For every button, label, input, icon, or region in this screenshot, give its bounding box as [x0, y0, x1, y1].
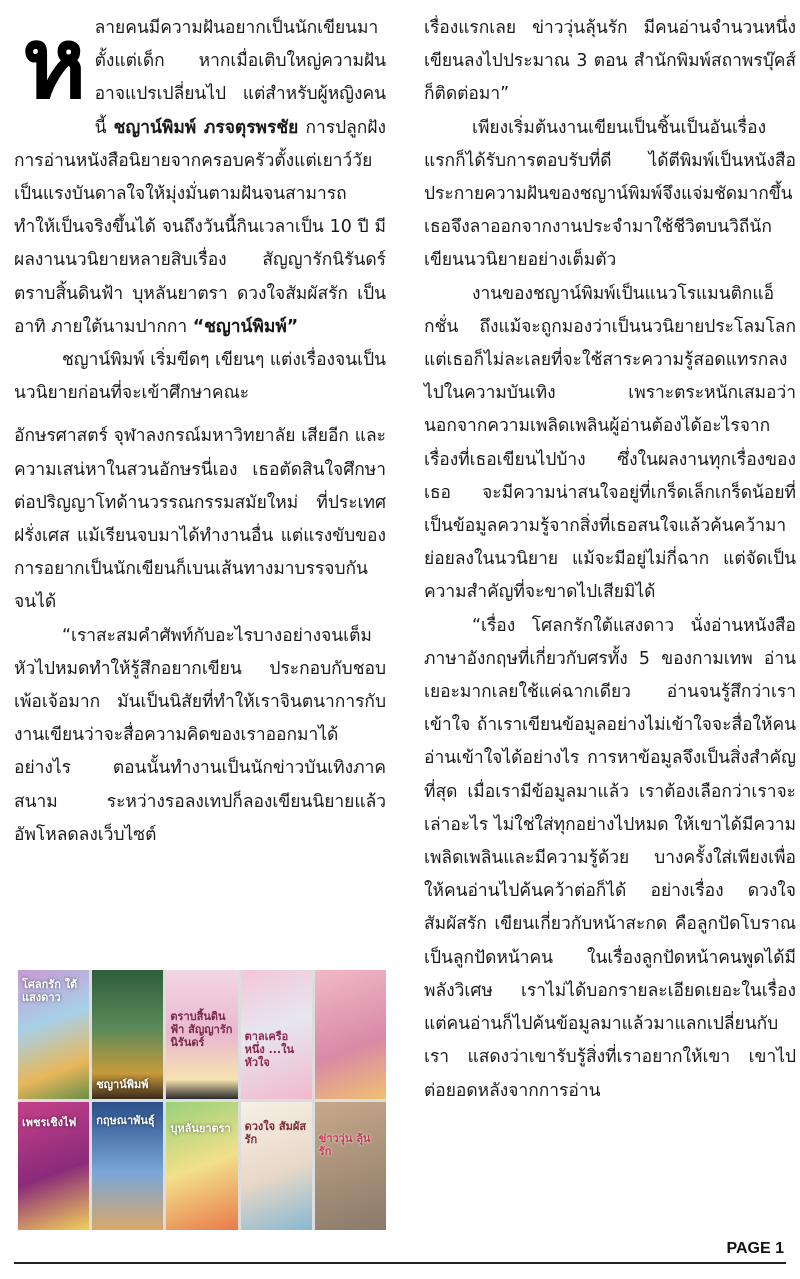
book-cover: บุหลันยาตรา	[166, 1102, 237, 1231]
page-number-label: PAGE 1	[726, 1240, 784, 1257]
book-covers-collage	[18, 970, 386, 1230]
book-cover: เพชรเชิงไฟ	[18, 1102, 89, 1231]
left-column	[14, 6, 386, 852]
intro-text-continued: การปลูกฝังการอ่านหนังสือนิยายจากครอบครัวตั้งแต่เยาว์วัย เป็นแรงบันดาลใจให้มุ่งมั่นตามฝันจนสามารถทำให้เป็นจริงขึ้นได้ จนถึงวันนี้กินเวลาเป็น 10 ปี มีผลงานนวนิยายหลายสิบเรื่อง สัญญารักนิรันดร์ ตราบสิ้นดินฟ้า บุหลันยาตรา ดวงใจสัมผัสรัก เป็นอาทิ ภายใต้นามปากกา	[14, 117, 386, 337]
paragraph-6: เพียงเริ่มต้นงานเขียนเป็นชิ้นเป็นอันเรื่องแรกก็ได้รับการตอบรับที่ดี ได้ตีพิมพ์เป็นหนังสือ ประกายความฝันของชญาน์พิมพ์จึงแจ่มชัดมากขึ้น เธอจึงลาออกจากงานประจำมาใช้ชีวิตบนวิถีนักเขียนนวนิยายอย่างเต็มตัว	[424, 117, 796, 271]
footer-divider	[14, 1262, 786, 1264]
book-cover: ตราบสิ้นดินฟ้า สัญญารักนิรันดร์	[166, 970, 237, 1099]
book-cover	[315, 970, 386, 1099]
paragraph-8: “เรื่อง โศลกรักใต้แสงดาว นั่งอ่านหนังสือภาษาอังกฤษที่เกี่ยวกับศรทั้ง 5 ของกามเทพ อ่านเยอะมากเลยใช้แค่ฉากเดียว อ่านจนรู้สึกว่าเราเข้าใจ ถ้าเราเขียนข้อมูลอย่างไม่เข้าใจจะสื่อให้คนอ่านเข้าใจได้อย่างไร การหาข้อมูลจึงเป็นสิ่งสำคัญที่สุด เมื่อเรามีข้อมูลมาแล้ว เราต้องเลือกว่าเราจะเล่าอะไร ไม่ใช่ใส่ทุกอย่างไปหมด ให้เขาได้มีความเพลิดเพลินและมีความรู้ด้วย บางครั้งใส่เพียงเพื่อให้คนอ่านไปค้นคว้าต่อก็ได้ อย่างเรื่อง ดวงใจสัมผัสรัก เขียนเกี่ยวกับหน้าสะกด คือลูกปัดโบราณ เป็นลูกปัดหน้าคน ในเรื่องลูกปัดหน้าคนพูดได้มีพลังวิเศษ เราไม่ได้บอกรายละเอียดเยอะในเรื่อง แต่คนอ่านก็ไปค้นข้อมูลมาแล้วมาแลกเปลี่ยนกับเรา แสดงว่าเขารับรู้สิ่งที่เราอยากให้เขา เขาไปต่อยอดหลังจากการอ่าน	[424, 615, 796, 1101]
paragraph-5: เรื่องแรกเลย ข่าววุ่นลุ้นรัก มีคนอ่านจำนวนหนึ่ง เขียนลงไปประมาณ 3 ตอน สำนักพิมพ์สถาพรบุ๊คส์ก็ติดต่อมา”	[424, 18, 796, 105]
book-cover: ข่าววุ่น ลุ้นรัก	[315, 1102, 386, 1231]
pen-name: “ชญาน์พิมพ์”	[192, 316, 299, 337]
paragraph-3: อักษรศาสตร์ จุฬาลงกรณ์มหาวิทยาลัย เสียอีก และความเสน่หาในสวนอักษรนี่เอง เธอตัดสินใจศึกษาต่อปริญญาโทด้านวรรณกรรมสมัยใหม่ ที่ประเทศฝรั่งเศส แม้เรียนจบมาได้ทำงานอื่น แต่แรงขับของการอยากเป็นนักเขียนก็เบนเส้นทางมาบรรจบกันจนได้	[14, 426, 386, 613]
paragraph-intro	[14, 6, 386, 344]
author-name: ชญาน์พิมพ์ ภรจตุรพรชัย	[113, 117, 299, 138]
book-cover: ดวงใจ สัมผัสรัก	[241, 1102, 312, 1231]
intro-text: ลายคนมีความฝันอยากเป็นนักเขียนมาตั้งแต่เด็ก หากเมื่อเติบใหญ่ความฝันอาจแปรเปลี่ยนไป แต่สำหรับผู้หญิงคนนี้	[94, 18, 386, 138]
paragraph-4: “เราสะสมคำศัพท์กับอะไรบางอย่างจนเต็มหัวไปหมดทำให้รู้สึกอยากเขียน ประกอบกับชอบเพ้อเจ้อมาก มันเป็นนิสัยที่ทำให้เราจินตนาการกับงานเขียนว่าจะสื่อความคิดของเราออกมาได้อย่างไร ตอนนั้นทำงานเป็นนักข่าวบันเทิงภาคสนาม ระหว่างรอลงเทปก็ลองเขียนนิยายแล้วอัพโหลดลงเว็บไซต์	[14, 625, 386, 845]
right-column	[424, 12, 796, 1108]
book-cover: โศลกรัก ใต้แสงดาว	[18, 970, 89, 1099]
book-cover: ชญาน์พิมพ์	[92, 970, 163, 1099]
book-cover: กฤษณาพันธุ์	[92, 1102, 163, 1231]
book-cover: ตาลเครือหนึ่ง ...ในหัวใจ	[241, 970, 312, 1099]
paragraph-7: งานของชญาน์พิมพ์เป็นแนวโรแมนติกแอ็กชั่น ถึงแม้จะถูกมองว่าเป็นนวนิยายประโลมโลก แต่เธอก็ไม่ละเลยที่จะใช้สาระความรู้สอดแทรกลงไปในความบันเทิง เพราะตระหนักเสมอว่า นอกจากความเพลิดเพลินผู้อ่านต้องได้อะไรจากเรื่องที่เธอเขียนไปบ้าง ซึ่งในผลงานทุกเรื่องของเธอ จะมีความน่าสนใจอยู่ที่เกร็ดเล็กเกร็ดน้อยที่เป็นข้อมูลความรู้จากสิ่งที่เธอสนใจแล้วค้นคว้ามาย่อยลงในนวนิยาย แม้จะมีอยู่ไม่กี่ฉาก แต่จัดเป็นความสำคัญที่จะขาดไปเสียมิได้	[424, 283, 796, 603]
drop-cap: ห	[22, 6, 87, 121]
paragraph-2: ชญาน์พิมพ์ เริ่มขีดๆ เขียนๆ แต่งเรื่องจนเป็นนวนิยายก่อนที่จะเข้าศึกษาคณะ	[14, 350, 386, 404]
